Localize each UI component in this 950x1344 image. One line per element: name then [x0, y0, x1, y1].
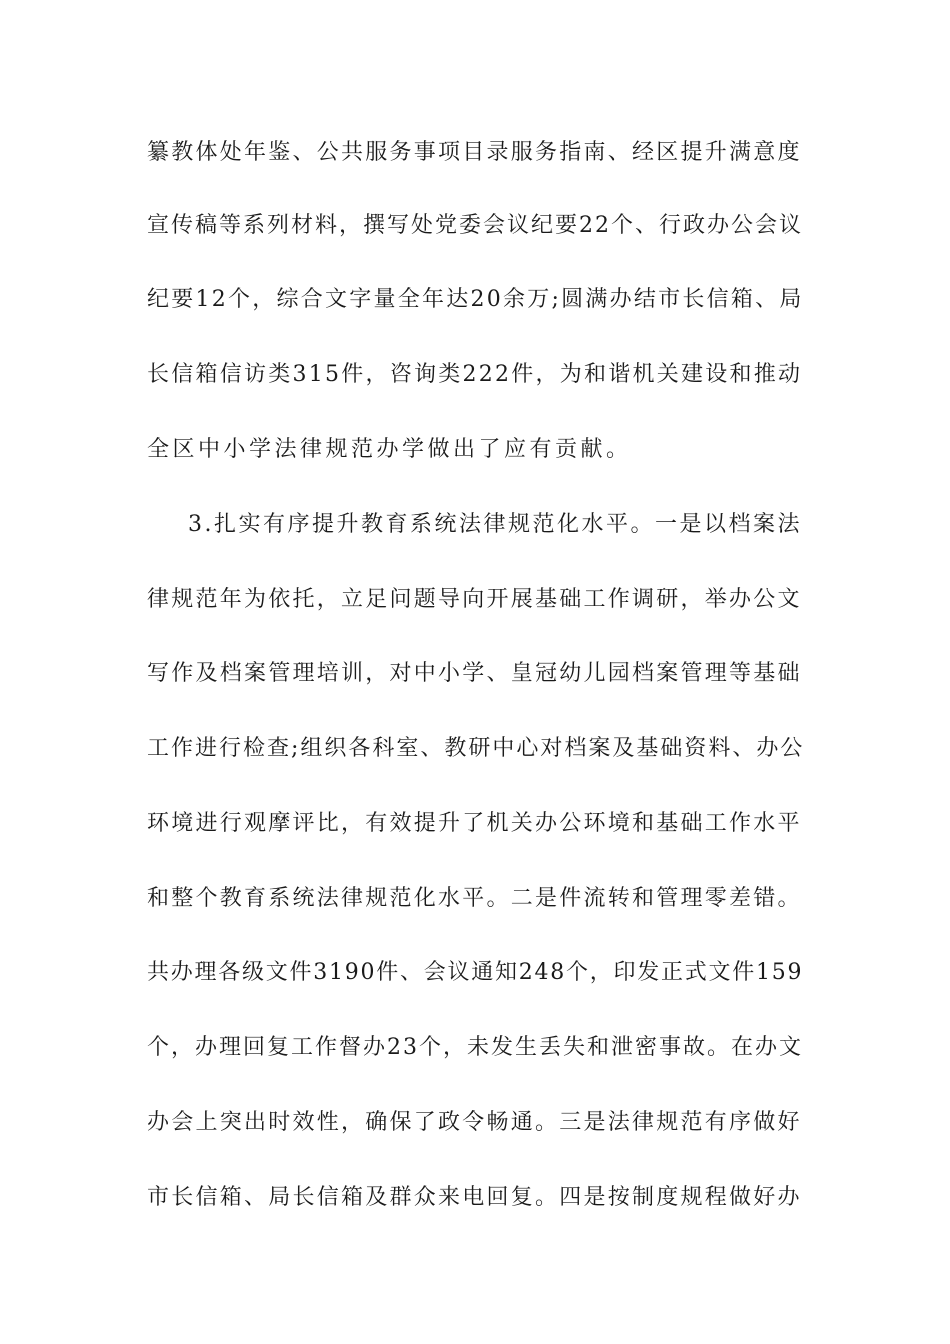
text-line: 市长信箱、局长信箱及群众来电回复。四是按制度规程做好办: [147, 1185, 802, 1210]
text-line: 纂教体处年鉴、公共服务事项目录服务指南、经区提升满意度: [147, 140, 802, 165]
text-line: 宣传稿等系列材料，撰写处党委会议纪要22个、行政办公会议: [147, 213, 803, 238]
text-line: 纪要12个，综合文字量全年达20余万;圆满办结市长信箱、局: [147, 287, 804, 312]
text-line: 律规范年为依托，立足问题导向开展基础工作调研，举办公文: [147, 587, 802, 612]
paragraph-start-line: 3.扎实有序提升教育系统法律规范化水平。一是以档案法: [188, 512, 802, 537]
text-line: 写作及档案管理培训，对中小学、皇冠幼儿园档案管理等基础: [147, 661, 802, 686]
text-line: 长信箱信访类315件，咨询类222件，为和谐机关建设和推动: [147, 362, 803, 387]
text-line: 和整个教育系统法律规范化水平。二是件流转和管理零差错。: [147, 886, 802, 911]
text-line: 办会上突出时效性，确保了政令畅通。三是法律规范有序做好: [147, 1110, 802, 1135]
text-line: 环境进行观摩评比，有效提升了机关办公环境和基础工作水平: [147, 811, 802, 836]
text-line: 个，办理回复工作督办23个，未发生丢失和泄密事故。在办文: [147, 1035, 803, 1060]
text-line: 全区中小学法律规范办学做出了应有贡献。: [147, 437, 632, 462]
text-line: 工作进行检查;组织各科室、教研中心对档案及基础资料、办公: [147, 736, 805, 761]
text-line: 共办理各级文件3190件、会议通知248个，印发正式文件159: [147, 960, 804, 985]
